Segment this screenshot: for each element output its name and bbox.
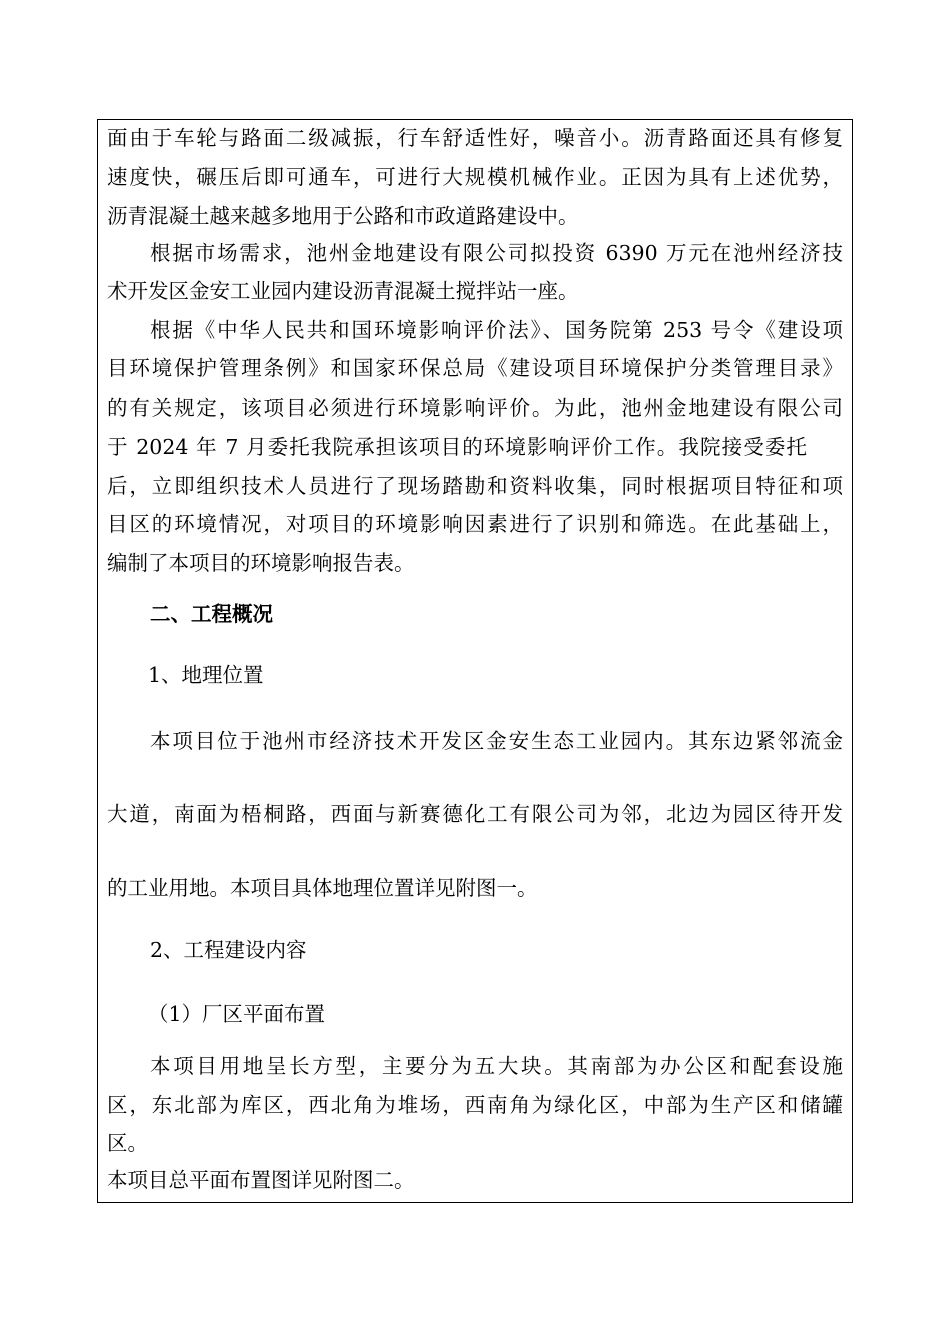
law-line: 根据《中华人民共和国环境影响评价法》、国务院第 253 号令《建设项 xyxy=(150,318,843,342)
subsection-heading: 1、地理位置 xyxy=(148,663,264,687)
intro-line: 沥青混凝土越来越多地用于公路和市政道路建设中。 xyxy=(107,204,579,228)
law-line: 的有关规定，该项目必须进行环境影响评价。为此，池州金地建设有限公司 xyxy=(107,396,843,420)
layout-reference: 本项目总平面布置图详见附图二。 xyxy=(107,1168,415,1192)
location-line: 的工业用地。本项目具体地理位置详见附图一。 xyxy=(107,876,538,900)
subsection-heading: 2、工程建设内容 xyxy=(150,938,307,962)
law-line: 目环境保护管理条例》和国家环保总局《建设项目环境保护分类管理目录》 xyxy=(107,356,843,380)
layout-line: 区。 xyxy=(107,1131,148,1155)
layout-line: 区，东北部为库区，西北角为堆场，西南角为绿化区，中部为生产区和储罐 xyxy=(107,1093,843,1117)
location-line: 本项目位于池州市经济技术开发区金安生态工业园内。其东边紧邻流金 xyxy=(150,729,843,753)
law-line: 目区的环境情况，对项目的环境影响因素进行了识别和筛选。在此基础上， xyxy=(107,512,843,536)
intro-line: 速度快，碾压后即可通车，可进行大规模机械作业。正因为具有上述优势， xyxy=(107,165,843,189)
market-line: 术开发区金安工业园内建设沥青混凝土搅拌站一座。 xyxy=(107,279,579,303)
section-heading: 二、工程概况 xyxy=(150,602,273,626)
law-line: 于 2024 年 7 月委托我院承担该项目的环境影响评价工作。我院接受委托 xyxy=(107,435,807,459)
layout-line: 本项目用地呈长方型，主要分为五大块。其南部为办公区和配套设施 xyxy=(150,1054,843,1078)
law-line: 编制了本项目的环境影响报告表。 xyxy=(107,551,415,575)
location-line: 大道，南面为梧桐路，西面与新赛德化工有限公司为邻，北边为园区待开发 xyxy=(107,802,843,826)
market-line: 根据市场需求，池州金地建设有限公司拟投资 6390 万元在池州经济技 xyxy=(150,241,843,265)
law-line: 后，立即组织技术人员进行了现场踏勘和资料收集，同时根据项目特征和项 xyxy=(107,474,843,498)
intro-line: 面由于车轮与路面二级减振，行车舒适性好，噪音小。沥青路面还具有修复 xyxy=(107,126,843,150)
item-heading: （1）厂区平面布置 xyxy=(148,1002,326,1026)
